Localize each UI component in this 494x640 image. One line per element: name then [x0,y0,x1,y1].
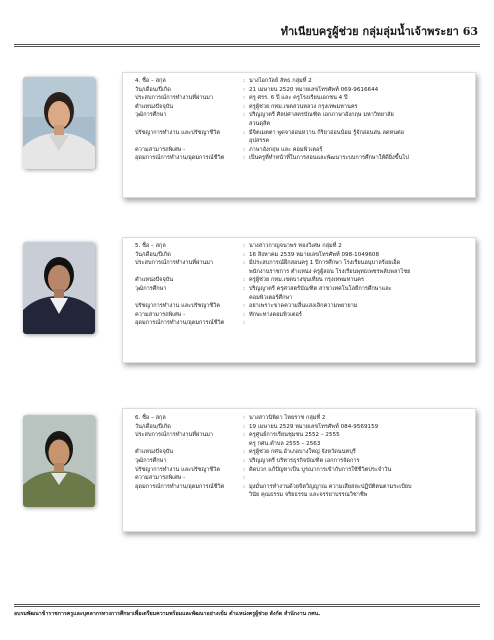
detail-row [123,251,475,260]
detail-value: ครู ศรร. 6 ปี และ ครูโรงเรียนเอกชน 4 ปี [249,95,348,102]
detail-row [123,242,475,251]
detail-value: คิดบวก แก้ปัญหาเป็น บูรณาการเข้ากับการใช้ชีวิตประจำวัน [249,466,392,473]
detail-value: อย่าเพราะขาดความลื่นแสงเลิกความพยายาม [249,303,358,310]
profile-details-5 [123,238,475,328]
detail-value: นางสาวนิพิดา ไหยราช กลุ่มที่ 2 [249,415,326,421]
profile-photo-6 [23,415,95,507]
detail-label: ประสบการณ์การทำงานที่ผ่านมา [135,260,214,267]
detail-value: ครู กศน.ตำบล 2555 – 2563 [249,440,321,447]
detail-separator: : [243,95,245,102]
detail-separator [239,120,249,129]
detail-row [123,423,475,432]
detail-label [135,137,239,146]
detail-row [123,276,475,285]
profile-card-6 [122,408,476,532]
detail-value: พนักงานราชการ ตำแหน่ง ครูผู้สอน โรงเรียนพุทธเพชรพลับพลาไชย [249,268,411,275]
detail-value: 19 เมษายน 2529 หมายเลขโทรศัพท์ 084-9569159 [249,423,379,430]
detail-label: ตำแหน่งปัจจุบัน [135,277,174,284]
detail-separator: : [243,466,245,473]
detail-separator: : [243,146,245,153]
detail-row [123,259,475,268]
profile-photo-4 [23,77,95,169]
detail-label [135,491,239,500]
detail-row [123,94,475,103]
detail-value: มีประสบการณ์ฝึกสอนครู 1 ปีการศึกษา โรงเรียนอนุบาลร้อยเอ็ด [249,260,401,267]
detail-separator: : [243,457,245,464]
detail-value: นางสาวกาญจนาพร ทองวิเศษ กลุ่มที่ 2 [249,243,342,249]
detail-separator: : [243,86,245,93]
detail-row [123,86,475,95]
detail-row [123,319,475,328]
detail-label [135,440,239,449]
detail-label: ตำแหน่งปัจจุบัน [135,103,174,110]
detail-separator [239,440,249,449]
detail-separator: : [243,432,245,439]
detail-label [135,294,239,303]
detail-label [135,120,239,129]
detail-label: 4. ชื่อ – สกุล [135,78,166,84]
detail-value: วินัย คุณธรรม จริยธรรม และจรรยาบรรณวิชาชีพ [249,492,368,499]
detail-value [249,474,467,483]
detail-value: คอมพิวเตอร์ศึกษา [249,294,293,301]
detail-label: ประสบการณ์การทำงานที่ผ่านมา [135,432,214,439]
detail-value: มีจิตเมตตา พูดจาอ่อนหวาน ก้ริยาอ่อนน้อม รู้จักอ่อนสน ลดหนต่อ [249,129,405,136]
detail-separator: : [243,155,245,162]
detail-row [123,77,475,86]
detail-label: ตำแหน่งปัจจุบัน [135,449,174,456]
detail-row [123,311,475,320]
detail-value: ครูผู้ช่วย กทม.เขตบางขุนเทียน กรุงเทพมหานคร [249,277,364,284]
detail-separator: : [243,103,245,110]
detail-value [249,319,467,328]
detail-label: วัน/เดือน/ปีเกิด [135,251,171,258]
detail-separator [239,268,249,277]
detail-row [123,111,475,120]
detail-label: ปรัชญาการทำงาน และปรัชญาชีวิต [135,129,220,136]
detail-separator: : [243,311,245,318]
detail-row [123,440,475,449]
detail-separator: : [243,277,245,284]
detail-row [123,491,475,500]
detail-separator: : [243,320,245,327]
page-title: ทำเนียบครูผู้ช่วย กลุ่มลุ่มน้ำเจ้าพระยา 63 [280,25,478,38]
detail-label: ปรัชญาการทำงาน และปรัชญาชีวิต [135,466,220,473]
detail-label: วัน/เดือน/ปีเกิด [135,86,171,93]
page-footer [14,604,480,618]
detail-separator: : [243,303,245,310]
detail-value: ปริญญาตรี บริหารธุรกิจบัณฑิต เอกการจัดการ [249,457,360,464]
detail-separator: : [243,483,245,490]
detail-label: อุดมการณ์การทำงาน/อุดมการณ์ชีวิต [135,483,225,490]
detail-value: ครูผู้ช่วย กทม.เขตสวนหลวง กรุงเทพมหานคร [249,103,358,110]
detail-value: สวนดุสิต [249,120,271,127]
detail-row [123,268,475,277]
detail-separator: : [243,243,245,249]
profile-photo-5 [23,242,95,334]
detail-separator: : [243,251,245,258]
detail-separator [239,294,249,303]
detail-label: วุฒิการศึกษา [135,285,167,292]
detail-value: เป็นครูที่ทำหน้าที่ในการสอนและพัฒนาระบบการศึกษาให้ดียิ่งขึ้นไป [249,155,409,162]
detail-separator [239,491,249,500]
detail-label [135,268,239,277]
detail-row [123,129,475,138]
detail-row [123,146,475,155]
profile-details-6 [123,409,475,500]
detail-separator: : [243,475,245,482]
detail-label: อุดมการณ์การทำงาน/อุดมการณ์ชีวิต [135,155,225,162]
detail-value: อุปสรรค [249,138,270,145]
detail-label: ความสามารถพิเศษ - [135,311,186,318]
detail-row [123,414,475,423]
detail-value: 21 เมษายน 2520 หมายเลขโทรศัพท์ 069-9616644 [249,86,379,93]
detail-value: มุ่งมั่นการทำงานด้วยจิตวิญญาณ ความเสียสละปฏิบัติตนตามระเบียบ [249,483,412,490]
detail-label: 5. ชื่อ – สกุล [135,243,166,249]
detail-separator: : [243,415,245,421]
detail-separator: : [243,112,245,119]
detail-row [123,285,475,294]
detail-row [123,120,475,129]
detail-row [123,483,475,492]
detail-label: อุดมการณ์การทำงาน/อุดมการณ์ชีวิต [135,320,225,327]
detail-separator: : [243,423,245,430]
detail-row [123,448,475,457]
detail-row [123,137,475,146]
detail-separator: : [243,285,245,292]
detail-row [123,431,475,440]
detail-label: ปรัชญาการทำงาน และปรัชญาชีวิต [135,303,220,310]
detail-row [123,302,475,311]
detail-row [123,466,475,475]
detail-label: วุฒิการศึกษา [135,112,167,119]
detail-label: วัน/เดือน/ปีเกิด [135,423,171,430]
detail-label: 6. ชื่อ – สกุล [135,415,166,421]
detail-value: ครูศูนย์การเรียนชุมชน 2552 – 2555 [249,432,340,439]
detail-label: ความสามารถพิเศษ - [135,475,186,482]
profile-card-5 [122,237,476,363]
detail-value: ทักษะทางคอมพิวเตอร์ [249,311,302,318]
detail-label: ความสามารถพิเศษ - [135,146,186,153]
profile-details-4 [123,73,475,163]
detail-separator: : [243,260,245,267]
detail-row [123,474,475,483]
detail-value: นางไอกวัลย์ ลัทธ กลุ่มที่ 2 [249,78,312,84]
detail-value: 16 สิงหาคม 2539 หมายเลขโทรศัพท์ 098-1049608 [249,251,380,258]
detail-separator: : [243,78,245,84]
detail-value: ครูผู้ช่วย กศน.อำเภอบางใหญ่ จังหวัดนนทบุรี [249,449,356,456]
detail-value: ภาษาอังกฤษ และ คอมพิวเตอร์ [249,146,323,153]
detail-row [123,154,475,163]
detail-label: ประสบการณ์การทำงานที่ผ่านมา [135,95,214,102]
detail-row [123,294,475,303]
detail-separator [239,137,249,146]
detail-value: ปริญญาตรี ครุศาสตร์บัณฑิต สาขาเทคโนโลยีการศึกษาและ [249,285,392,292]
profile-card-4 [122,72,476,198]
detail-value: ปริญญาตรี ศิลปศาสตรบัณฑิต เอกภาษาอังกฤษ มหาวิทยาลัย [249,112,394,119]
detail-separator: : [243,129,245,136]
detail-separator: : [243,449,245,456]
detail-label: วุฒิการศึกษา [135,457,167,464]
footer-text: อบรมพัฒนาข้าราชการครูและบุคลากรทางการศึกษาเพื่อเตรียมความพร้อมและพัฒนาอย่างเข้ม ตำแหน่งครูผู้ช่วย สังกัด สำนักงาน กศน. [14,611,321,617]
detail-row [123,103,475,112]
page-header [14,22,480,47]
detail-row [123,457,475,466]
